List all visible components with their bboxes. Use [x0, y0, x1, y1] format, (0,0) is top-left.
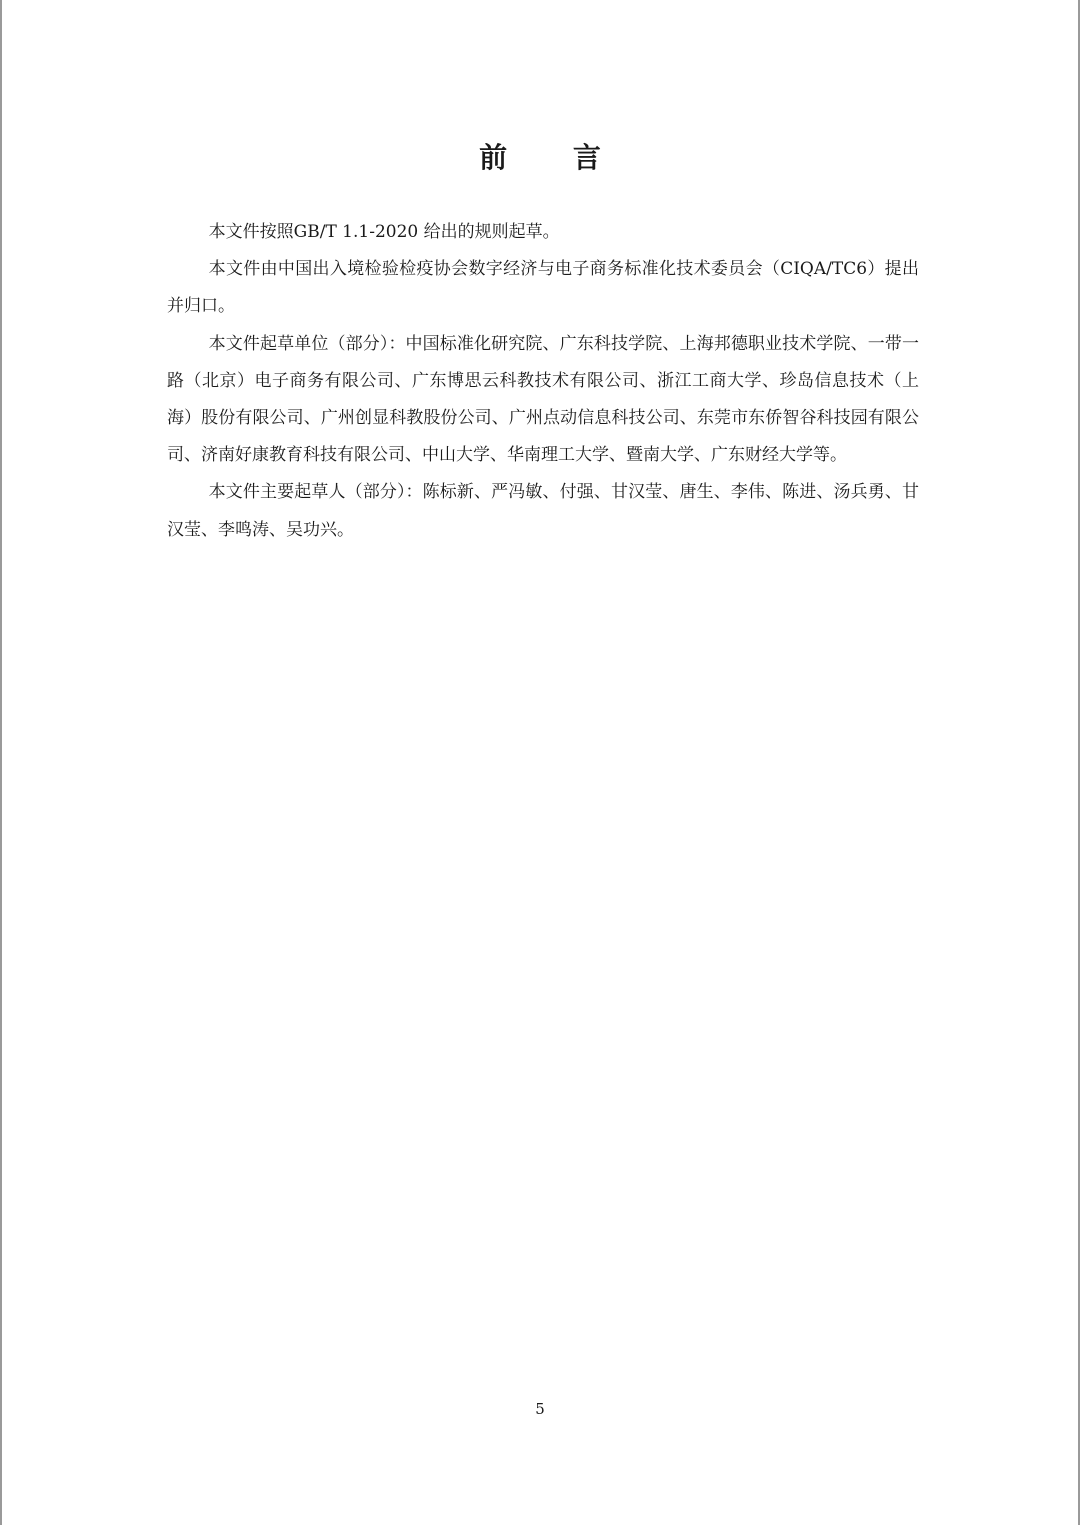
page-title: 前 言 — [479, 141, 629, 174]
paragraph-drafters: 本文件主要起草人（部分）：陈标新、严冯敏、付强、甘汉莹、唐生、李伟、陈进、汤兵勇、甘汉莹、李鸣涛、吴功兴。 — [167, 482, 919, 540]
paragraph-proposer: 本文件由中国出入境检验检疫协会数字经济与电子商务标准化技术委员会（CIQA/TC6）提出并归口。 — [167, 259, 919, 317]
page-number: 5 — [535, 1400, 545, 1418]
paragraph-drafting-rules: 本文件按照GB/T 1.1-2020 给出的规则起草。 — [208, 222, 560, 242]
preface-body — [167, 214, 919, 549]
paragraph-drafting-units: 本文件起草单位（部分）：中国标准化研究院、广东科技学院、上海邦德职业技术学院、一带一路（北京）电子商务有限公司、广东博思云科教技术有限公司、浙江工商大学、珍岛信息技术（上海）股份有限公司、广州创显科教股份公司、广州点动信息科技公司、东莞市东侨智谷科技园有限公司、济南好康教育科技有限公司、中山大学、华南理工大学、暨南大学、广东财经大学等。 — [167, 333, 919, 466]
